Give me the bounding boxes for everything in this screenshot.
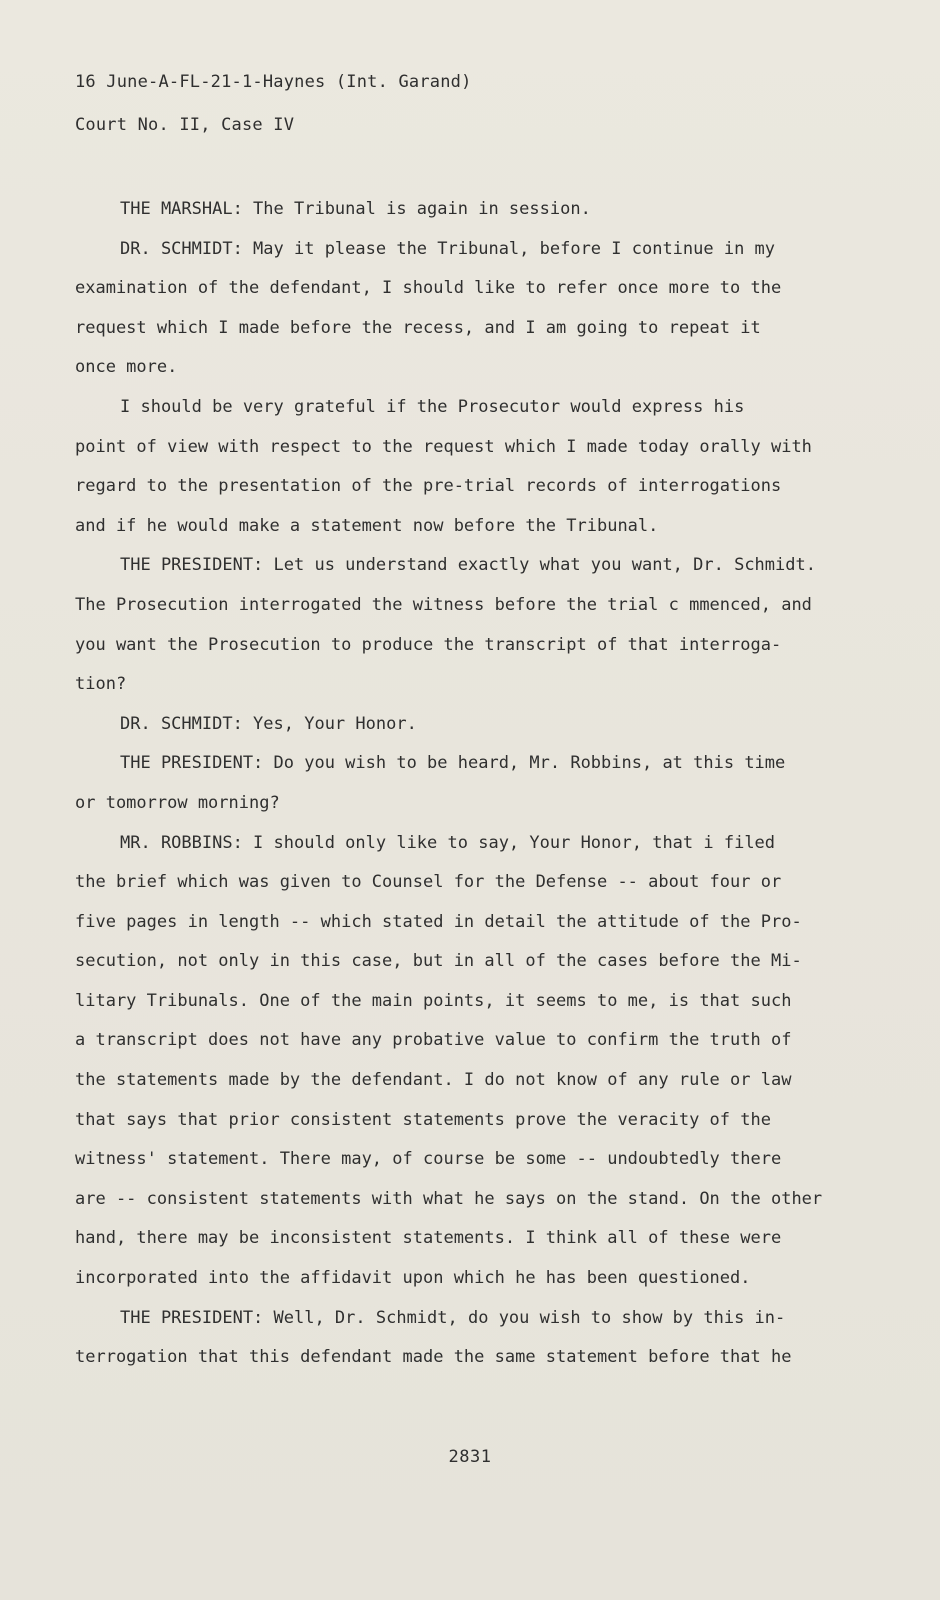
transcript-line: MR. ROBBINS: I should only like to say, Your Honor, that i filed — [120, 832, 776, 853]
transcript-line: DR. SCHMIDT: Yes, Your Honor. — [120, 713, 417, 734]
transcript-line: the statements made by the defendant. I do not know of any rule or law — [75, 1070, 792, 1091]
transcript-line: once more. — [75, 357, 178, 378]
transcript-line: incorporated into the affidavit upon which he has been questioned. — [75, 1268, 751, 1289]
transcript-line: are -- consistent statements with what he says on the stand. On the other — [75, 1188, 823, 1209]
court-case-line: Court No. II, Case IV — [75, 115, 295, 135]
transcript-body — [75, 190, 845, 1378]
transcript-line: THE PRESIDENT: Do you wish to be heard, Mr. Robbins, at this time — [120, 753, 786, 774]
transcript-line: THE MARSHAL: The Tribunal is again in session. — [120, 199, 591, 219]
transcript-line: examination of the defendant, I should like to refer once more to the — [75, 278, 782, 299]
transcript-line: secution, not only in this case, but in all of the cases before the Mi- — [75, 951, 802, 972]
transcript-line: I should be very grateful if the Prosecutor would express his — [120, 396, 745, 417]
transcript-line: the brief which was given to Counsel for the Defense -- about four or — [75, 872, 782, 893]
transcript-line: terrogation that this defendant made the same statement before that he — [75, 1347, 792, 1368]
transcript-line: and if he would make a statement now before the Tribunal. — [75, 515, 659, 536]
transcript-line: THE PRESIDENT: Well, Dr. Schmidt, do you wish to show by this in- — [120, 1307, 786, 1328]
transcript-line: request which I made before the recess, and I am going to repeat it — [75, 317, 761, 338]
transcript-line: witness' statement. There may, of course be some -- undoubtedly there — [75, 1149, 782, 1170]
transcript-line: DR. SCHMIDT: May it please the Tribunal, before I continue in my — [120, 238, 776, 259]
transcript-line: The Prosecution interrogated the witness before the trial c mmenced, and — [75, 594, 812, 615]
transcript-line: tion? — [75, 674, 127, 695]
transcript-line: five pages in length -- which stated in detail the attitude of the Pro- — [75, 911, 802, 932]
transcript-line: you want the Prosecution to produce the transcript of that interroga- — [75, 634, 782, 655]
transcript-line: THE PRESIDENT: Let us understand exactly what you want, Dr. Schmidt. — [120, 555, 816, 576]
transcript-line: or tomorrow morning? — [75, 792, 280, 813]
transcript-line: point of view with respect to the request which I made today orally with — [75, 436, 812, 457]
transcript-line: that says that prior consistent statements prove the veracity of the — [75, 1109, 771, 1130]
transcript-line: a transcript does not have any probative value to confirm the truth of — [75, 1030, 792, 1051]
transcript-line: regard to the presentation of the pre-trial records of interrogations — [75, 476, 782, 497]
page-number: 2831 — [448, 1447, 492, 1467]
transcript-line: litary Tribunals. One of the main points, it seems to me, is that such — [75, 990, 792, 1011]
transcript-line: hand, there may be inconsistent statements. I think all of these were — [75, 1228, 782, 1249]
document-reference: 16 June-A-FL-21-1-Haynes (Int. Garand) — [75, 72, 472, 92]
